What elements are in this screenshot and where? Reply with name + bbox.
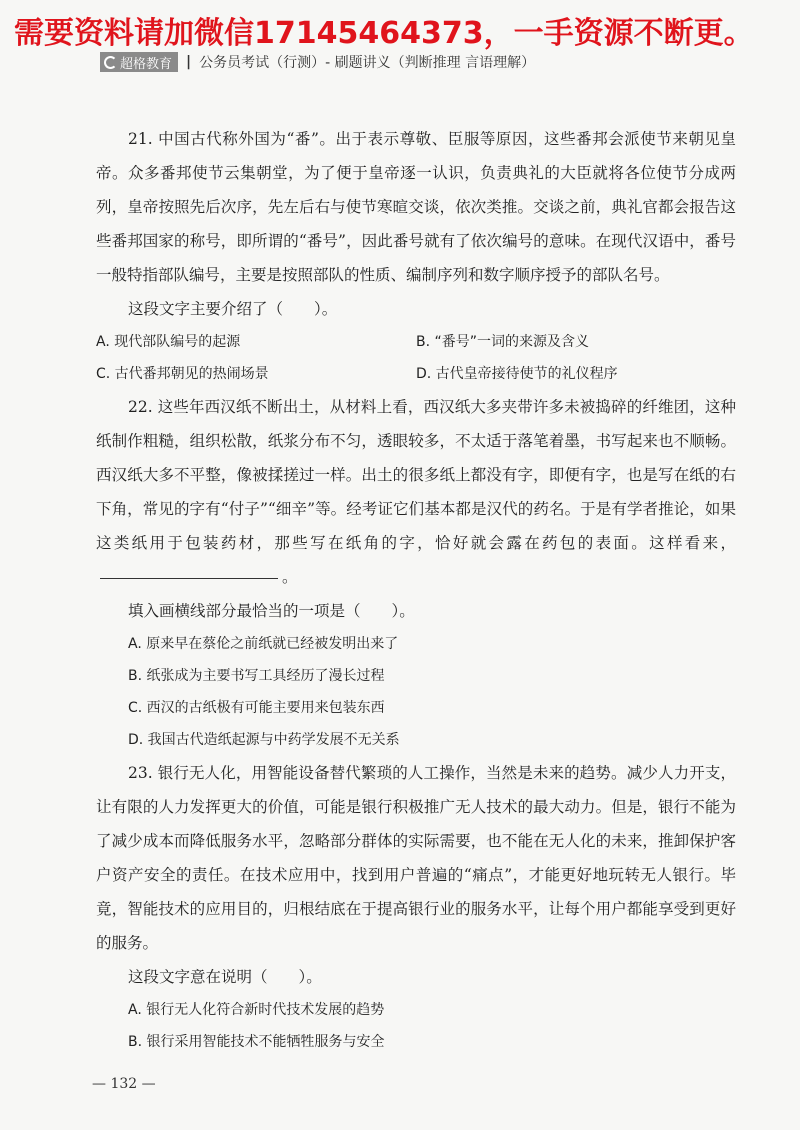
question-prompt: 填入画横线部分最恰当的一项是（ ）。 xyxy=(128,602,415,620)
option-list xyxy=(96,326,736,390)
question-body-text: 22. 这些年西汉纸不断出土，从材料上看，西汉纸大多夹带许多未被捣碎的纤维团，这种纸制作粗糙，组织松散，纸浆分布不匀，透眼较多，不太适于落笔着墨，书写起来也不顺畅。西汉纸大多不平整，像被揉搓过一样。出土的很多纸上都没有字，即便有字，也是写在纸的右下角，常见的字有“付子”“细辛”等。经考证它们基本都是汉代的药名。于是有学者推论，如果这类纸用于包装药材，那些写在纸角的字，恰好就会露在药包的表面。这样看来， xyxy=(96,398,736,552)
question-body: 23. 银行无人化，用智能设备替代繁琐的人工操作，当然是未来的趋势。减少人力开支，让有限的人力发挥更大的价值，可能是银行积极推广无人技术的最大动力。但是，银行不能为了减少成本而降低服务水平，忽略部分群体的实际需要，也不能在无人化的未来，推卸保护客户资产安全的责任。在技术应用中，找到用户普遍的“痛点”，才能更好地玩转无人银行。毕竟，智能技术的应用目的，归根结底在于提高银行业的服务水平，让每个用户都能享受到更好的服务。 xyxy=(96,764,736,952)
question-body: 21. 中国古代称外国为“番”。出于表示尊敬、臣服等原因，这些番邦会派使节来朝见皇帝。众多番邦使节云集朝堂，为了便于皇帝逐一认识，负责典礼的大臣就将各位使节分成两列，皇帝按照先后次序，先左后右与使节寒暄交谈，依次类推。交谈之前，典礼官都会报告这些番邦国家的称号，即所谓的“番号”，因此番号就有了依次编号的意味。在现代汉语中，番号一般特指部队编号，主要是按照部队的性质、编制序列和数字顺序授予的部队名号。 xyxy=(96,130,736,284)
publisher-logo xyxy=(100,52,178,72)
option-b: B. 银行采用智能技术不能牺牲服务与安全 xyxy=(128,1034,385,1050)
option-a: A. 原来早在蔡伦之前纸就已经被发明出来了 xyxy=(128,636,399,652)
option-a: A. 银行无人化符合新时代技术发展的趋势 xyxy=(128,1002,385,1018)
option-list xyxy=(96,628,736,756)
header-separator: | xyxy=(186,54,192,70)
question-21 xyxy=(96,122,736,390)
question-prompt: 这段文字意在说明（ ）。 xyxy=(128,968,322,986)
page-number: — 132 — xyxy=(92,1076,156,1092)
page-content xyxy=(96,122,736,1058)
question-prompt: 这段文字主要介绍了（ ）。 xyxy=(128,300,338,318)
question-22 xyxy=(96,390,736,756)
option-b: B. 纸张成为主要书写工具经历了漫长过程 xyxy=(128,668,385,684)
header-title: 公务员考试（行测）- 刷题讲义（判断推理 言语理解） xyxy=(199,55,536,71)
logo-icon xyxy=(104,56,117,69)
option-c: C. 西汉的古纸极有可能主要用来包装东西 xyxy=(128,700,385,716)
question-23 xyxy=(96,756,736,1058)
watermark-banner: 需要资料请加微信17145464373，一手资源不断更。 xyxy=(14,16,754,51)
option-a: A. 现代部队编号的起源 xyxy=(96,334,241,350)
page-header xyxy=(100,51,535,73)
option-d: D. 我国古代造纸起源与中药学发展不无关系 xyxy=(128,732,400,748)
option-d: D. 古代皇帝接待使节的礼仪程序 xyxy=(416,366,618,382)
fill-in-blank xyxy=(100,577,278,579)
option-list xyxy=(96,994,736,1058)
question-body xyxy=(96,390,736,594)
option-c: C. 古代番邦朝见的热闹场景 xyxy=(96,366,269,382)
logo-text: 超格教育 xyxy=(120,56,173,72)
question-body-end: 。 xyxy=(282,568,298,586)
option-b: B. “番号”一词的来源及含义 xyxy=(416,334,590,350)
